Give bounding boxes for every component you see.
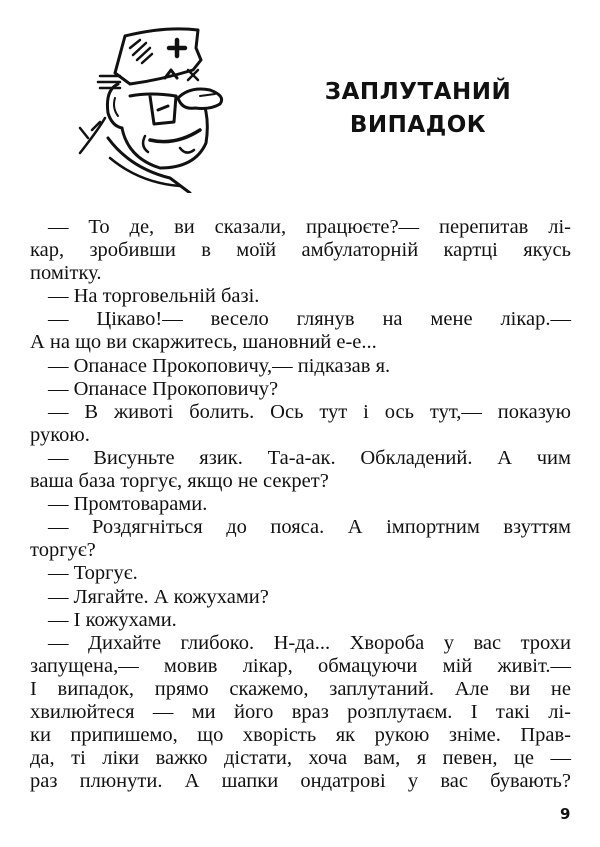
text-line: раз плюнути. А шапки ондатрові у вас бувають? (30, 770, 571, 793)
text-line: ки припишемо, що хворість як рукою зніме. Прав- (30, 724, 571, 747)
text-line: — Опанасе Прокоповичу,— підказав я. (48, 354, 391, 377)
text-line: — Дихайте глибоко. Н-да... Хвороба у вас трохи (48, 631, 571, 654)
body-text (30, 216, 571, 793)
text-line: — На торговельній базі. (48, 285, 260, 308)
title-line-1: ЗАПЛУТАНИЙ (324, 79, 512, 105)
title-line-2: ВИПАДОК (349, 112, 487, 138)
text-line: запущена,— мовив лікар, обмацуючи мій живіт.— (30, 654, 571, 677)
text-line: — Промтоварами. (48, 493, 208, 516)
page-number: 9 (560, 805, 571, 823)
text-line: — Цікаво!— весело глянув на мене лікар.— (48, 308, 571, 331)
text-line: хвилюйтеся — ми його враз розплутаєм. І такі лі- (30, 700, 571, 723)
text-line: — То де, ви сказали, працюєте?— перепитав лі- (48, 216, 571, 238)
text-line: — І кожухами. (48, 608, 177, 631)
text-line: помітку. (30, 262, 102, 285)
text-line: — Торгує. (48, 562, 138, 585)
text-line: рукою. (30, 423, 90, 446)
text-line: торгує? (30, 539, 96, 562)
text-line: І випадок, прямо скажемо, заплутаний. Але ви не (30, 677, 571, 700)
chapter-title (318, 76, 518, 142)
text-line: — Лягайте. А кожухами? (48, 585, 269, 608)
text-line: — Роздягніться до пояса. А імпортним взуттям (48, 516, 571, 539)
text-line: ваша база торгує, якщо не секрет? (30, 470, 329, 493)
text-line: — В животі болить. Ось тут і ось тут,— показую (48, 400, 571, 423)
text-line: — Опанасе Прокоповичу? (48, 377, 279, 400)
text-line: кар, зробивши в моїй амбулаторній картці якусь (30, 239, 571, 262)
doctor-illustration (70, 18, 240, 193)
text-line: — Висуньте язик. Та-а-ак. Обкладений. А чим (48, 446, 571, 469)
text-line: А на що ви скаржитесь, шановний е-е... (30, 331, 377, 354)
text-line: да, ті ліки важко дістати, хоча вам, я певен, це — (30, 747, 571, 770)
